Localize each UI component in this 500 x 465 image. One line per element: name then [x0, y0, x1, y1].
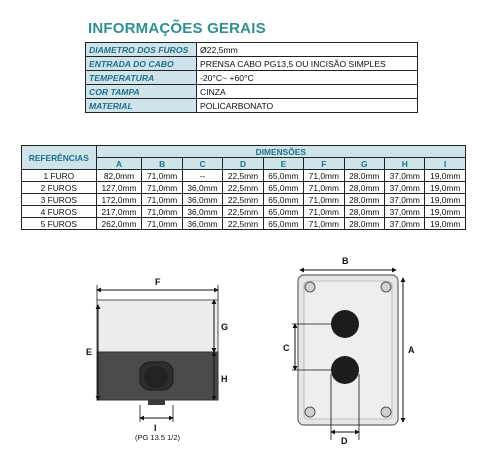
dimension-cell: 37,0mm — [385, 170, 425, 182]
page-title: INFORMAÇÕES GERAIS — [88, 20, 266, 37]
info-key: COR TAMPA — [86, 85, 197, 99]
info-key: ENTRADA DO CABO — [86, 57, 197, 71]
dimension-cell: 28,0mm — [344, 194, 384, 206]
dimension-cell: 37,0mm — [385, 182, 425, 194]
dimension-cell: 37,0mm — [385, 218, 425, 230]
dimension-cell: 71,0mm — [304, 194, 344, 206]
cable-gland-spec: (PG 13.5 1/2) — [135, 433, 181, 442]
reference-cell: 3 FUROS — [22, 194, 97, 206]
dim-label-d: D — [341, 436, 348, 446]
dimension-cell: 71,0mm — [142, 206, 182, 218]
reference-cell: 1 FURO — [22, 170, 97, 182]
screw-icon — [305, 407, 315, 417]
dimension-cell: 82,0mm — [96, 170, 142, 182]
dimension-cell: 19,0mm — [425, 206, 466, 218]
info-value: -20°C~ +60°C — [197, 71, 418, 85]
info-key: MATERIAL — [86, 99, 197, 113]
dimension-cell: 71,0mm — [304, 206, 344, 218]
dimensions-header: DIMENSÕES — [96, 146, 465, 158]
dimension-cell: 65,0mm — [263, 206, 303, 218]
dimension-cell: 37,0mm — [385, 206, 425, 218]
dimension-cell: 71,0mm — [304, 218, 344, 230]
dimension-cell: 28,0mm — [344, 218, 384, 230]
dim-label-c: C — [283, 343, 290, 353]
dimension-cell: 36,0mm — [182, 194, 222, 206]
dimension-cell: 71,0mm — [142, 170, 182, 182]
column-header: H — [385, 158, 425, 170]
dimension-cell: -- — [182, 170, 222, 182]
dimension-cell: 172,0mm — [96, 194, 142, 206]
dimension-cell: 36,0mm — [182, 218, 222, 230]
dimension-cell: 37,0mm — [385, 194, 425, 206]
dimension-cell: 19,0mm — [425, 182, 466, 194]
column-header: G — [344, 158, 384, 170]
dimension-cell: 36,0mm — [182, 206, 222, 218]
reference-cell: 4 FUROS — [22, 206, 97, 218]
column-header: F — [304, 158, 344, 170]
button-hole — [331, 356, 359, 384]
info-value: CINZA — [197, 85, 418, 99]
dim-label-i: I — [154, 423, 157, 433]
info-value: PRENSA CABO PG13,5 OU INCISÃO SIMPLES — [197, 57, 418, 71]
dimension-cell: 22,5mm — [223, 182, 263, 194]
dimension-cell: 217,0mm — [96, 206, 142, 218]
dim-label-h: H — [221, 374, 228, 384]
cable-gland — [148, 400, 165, 405]
front-view-drawing — [283, 256, 415, 446]
screw-icon — [381, 407, 391, 417]
side-view-drawing — [86, 277, 228, 442]
dim-label-e: E — [86, 347, 93, 357]
dimension-cell: 28,0mm — [344, 170, 384, 182]
push-button-cap — [144, 366, 168, 388]
column-header: E — [263, 158, 303, 170]
dimension-cell: 22,5mm — [223, 194, 263, 206]
dimension-cell: 22,5mm — [223, 206, 263, 218]
info-value: Ø22,5mm — [197, 43, 418, 57]
dimension-cell: 71,0mm — [142, 182, 182, 194]
dimension-cell: 19,0mm — [425, 170, 466, 182]
info-key: DIAMETRO DOS FUROS — [86, 43, 197, 57]
dim-label-a: A — [408, 345, 415, 355]
dimension-cell: 65,0mm — [263, 194, 303, 206]
button-hole — [331, 310, 359, 338]
dimension-cell: 19,0mm — [425, 218, 466, 230]
info-value: POLICARBONATO — [197, 99, 418, 113]
dimension-cell: 262,0mm — [96, 218, 142, 230]
dimension-cell: 71,0mm — [142, 194, 182, 206]
dimension-cell: 36,0mm — [182, 182, 222, 194]
dimension-cell: 71,0mm — [304, 182, 344, 194]
dimension-cell: 28,0mm — [344, 206, 384, 218]
column-header: C — [182, 158, 222, 170]
info-key: TEMPERATURA — [86, 71, 197, 85]
column-header: B — [142, 158, 182, 170]
column-header: I — [425, 158, 466, 170]
screw-icon — [381, 282, 391, 292]
dimension-cell: 71,0mm — [142, 218, 182, 230]
screw-icon — [305, 282, 315, 292]
reference-cell: 5 FUROS — [22, 218, 97, 230]
dimension-cell: 22,5mm — [223, 170, 263, 182]
enclosure-lid — [97, 300, 218, 352]
column-header: A — [96, 158, 142, 170]
dimension-cell: 65,0mm — [263, 182, 303, 194]
dimension-cell: 71,0mm — [304, 170, 344, 182]
dimension-cell: 22,5mm — [223, 218, 263, 230]
dimension-cell: 65,0mm — [263, 170, 303, 182]
dim-label-g: G — [221, 322, 229, 332]
dimension-cell: 127,0mm — [96, 182, 142, 194]
column-header: D — [223, 158, 263, 170]
dim-label-b: B — [342, 256, 349, 266]
dimension-cell: 19,0mm — [425, 194, 466, 206]
dim-label-f: F — [155, 277, 161, 287]
dimension-cell: 65,0mm — [263, 218, 303, 230]
references-header: REFERÊNCIAS — [22, 146, 97, 170]
reference-cell: 2 FUROS — [22, 182, 97, 194]
dimension-cell: 28,0mm — [344, 182, 384, 194]
